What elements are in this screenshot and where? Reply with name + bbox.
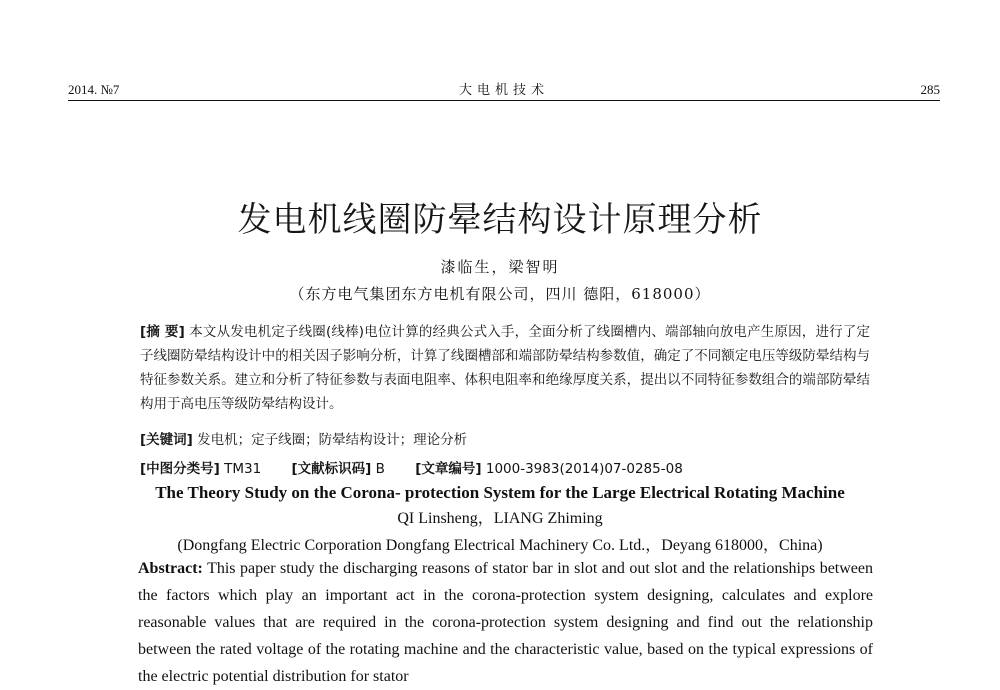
page-number: 285 (920, 82, 940, 97)
paper-title: 发电机线圈防晕结构设计原理分析 (237, 200, 763, 240)
article-number-value: 1000-3983(2014)07-0285-08 (485, 461, 683, 477)
clc-value: TM31 (224, 461, 262, 477)
keywords (140, 428, 870, 448)
article-number-label: [文章编号] (415, 461, 482, 477)
english-abstract (138, 555, 873, 690)
abstract-text: 本文从发电机定子线圈(线棒)电位计算的经典公式入手，全面分析了线圈槽内、端部轴向放电产生原因，进行了定子线圈防晕结构设计中的相关因子影响分析，计算了线圈槽部和端部防晕结构参数值，确定了不同额定电压等级防晕结构与特征参数关系。建立和分析了特征参数与表面电阻率、体积电阻率和绝缘厚度关系，提出以不同特征参数组合的端部防晕结构用于高电压等级防晕结构设计。 (140, 324, 870, 412)
author-affiliation: （东方电气集团东方电机有限公司，四川 德阳，618000） (289, 285, 711, 303)
english-abstract-label: Abstract: (138, 560, 203, 577)
doc-code-label: [文献标识码] (291, 461, 372, 477)
chinese-abstract (140, 320, 870, 416)
keywords-label: [关键词] (140, 432, 193, 448)
keywords-text: 发电机；定子线圈；防晕结构设计；理论分析 (197, 432, 468, 448)
clc-label: [中图分类号] (140, 461, 220, 477)
running-header (68, 80, 940, 101)
english-affiliation: (Dongfang Electric Corporation Dongfang Electrical Machinery Co. Ltd.，Deyang 618000，China) (177, 537, 823, 554)
paper-authors: 漆临生，梁智明 (440, 258, 560, 276)
abstract-label: [摘 要] (140, 324, 185, 340)
issue-number: 2014. №7 (68, 82, 120, 97)
english-authors: QI Linsheng，LIANG Zhiming (397, 510, 603, 527)
english-abstract-text: This paper study the discharging reasons of stator bar in slot and out slot and the relationships between the factors which play an important act in the corona-protection system designing, calculates and explore reasonable values that are required in the corona-protection system designing and find out the relationship between the rated voltage of the rotating machine and the characteristic value, based on the typical expressions of the electric potential distribution for stator (138, 560, 873, 685)
classification-line (140, 457, 870, 477)
english-title: The Theory Study on the Corona- protection System for the Large Electrical Rotating Machine (155, 483, 845, 502)
journal-name: 大电机技术 (458, 83, 549, 98)
doc-code-value: B (375, 461, 385, 477)
